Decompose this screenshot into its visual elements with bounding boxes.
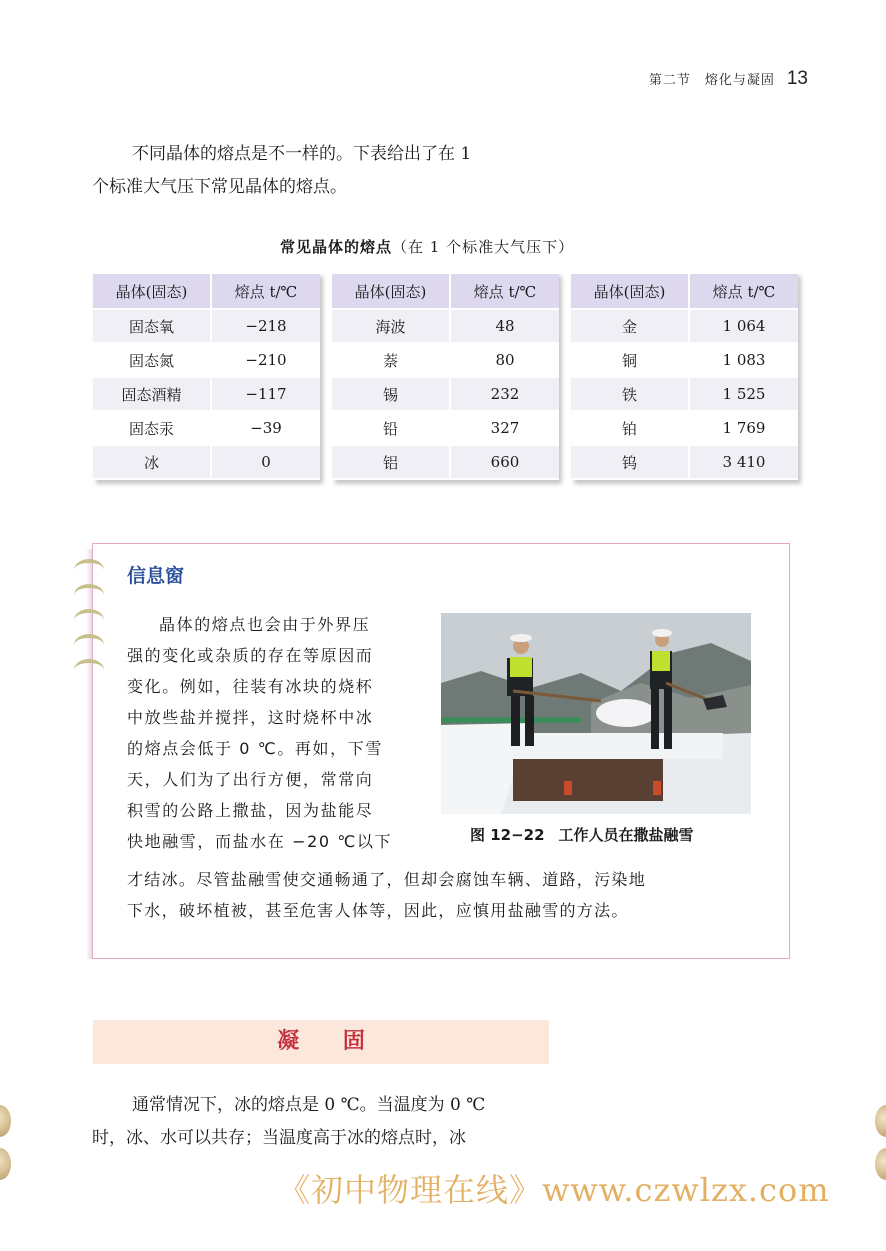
figure-caption <box>470 824 694 845</box>
table-row <box>332 378 559 410</box>
melting-point: −117 <box>212 378 320 410</box>
table-row <box>571 378 798 410</box>
page-edge-tab-icon <box>875 1148 886 1180</box>
header-melting-point: 熔点 t/℃ <box>690 274 798 308</box>
info-line: 才结冰。尽管盐融雪使交通畅通了，但却会腐蚀车辆、道路，污染地 <box>127 870 647 889</box>
crystal-name: 固态汞 <box>93 412 212 444</box>
crystal-name: 固态酒精 <box>93 378 212 410</box>
salting-road-photo <box>441 613 751 814</box>
crystal-name: 钨 <box>571 446 690 478</box>
table-group-3 <box>571 272 798 480</box>
crystal-name: 铅 <box>332 412 451 444</box>
binder-rings-icon <box>74 559 104 684</box>
page-number: 13 <box>786 68 808 89</box>
info-line: 积雪的公路上撒盐，因为盐能尽 <box>127 801 374 820</box>
body-paragraph <box>92 1089 552 1155</box>
melting-point: −39 <box>250 419 282 437</box>
intro-paragraph <box>92 138 552 204</box>
table-row <box>571 344 798 376</box>
table-row <box>93 378 320 410</box>
table-row <box>93 310 320 342</box>
table-row <box>571 446 798 478</box>
melting-point: 0 <box>212 446 320 478</box>
crystal-name: 海波 <box>332 310 451 342</box>
section-heading: 凝 固 <box>277 1029 383 1054</box>
melting-point: 1 525 <box>690 378 798 410</box>
crystal-name: 萘 <box>332 344 451 376</box>
melting-point: 3 410 <box>690 446 798 478</box>
info-box-text <box>127 609 417 857</box>
body-line-1: 通常情况下，冰的熔点是 0 ℃。当温度为 0 ℃ <box>132 1095 486 1115</box>
body-line-2: 时，冰、水可以共存；当温度高于冰的熔点时，冰 <box>92 1128 466 1148</box>
melting-point: −210 <box>245 351 287 369</box>
melting-point: 232 <box>451 378 559 410</box>
table-row <box>332 412 559 444</box>
melting-point: 48 <box>451 310 559 342</box>
page-edge-tab-icon <box>0 1105 11 1137</box>
info-line: 下水，破坏植被，甚至危害人体等，因此，应慎用盐融雪的方法。 <box>127 901 629 920</box>
melting-point: −218 <box>212 310 320 342</box>
melting-point: 1 769 <box>722 419 766 437</box>
crystal-name: 铜 <box>571 344 690 376</box>
melting-point: 1 083 <box>722 351 766 369</box>
melting-point: 80 <box>495 351 515 369</box>
figure-number: 图 12−22 <box>470 826 545 844</box>
table-row <box>571 310 798 342</box>
crystal-name: 冰 <box>93 446 212 478</box>
crystal-name: 铂 <box>571 412 690 444</box>
figure-caption-text: 工作人员在撒盐融雪 <box>558 826 694 844</box>
table-row <box>332 344 559 376</box>
header-melting-point: 熔点 t/℃ <box>212 274 320 308</box>
header-crystal: 晶体(固态) <box>332 274 451 308</box>
info-line: 强的变化或杂质的存在等原因而 <box>127 646 374 665</box>
intro-line-2: 个标准大气压下常见晶体的熔点。 <box>92 177 347 197</box>
info-line: 快地融雪，而盐水在 −20 ℃以下 <box>127 832 393 851</box>
table-row <box>93 412 320 444</box>
section-header: 第二节 熔化与凝固 <box>648 73 775 88</box>
info-line: 中放些盐并搅拌，这时烧杯中冰 <box>127 708 374 727</box>
intro-line-1: 不同晶体的熔点是不一样的。下表给出了在 1 <box>132 144 472 164</box>
crystal-name: 铝 <box>332 446 451 478</box>
table-caption <box>280 236 574 257</box>
page-edge-tab-icon <box>875 1105 886 1137</box>
info-box-tail <box>127 864 767 926</box>
table-group-2 <box>332 272 559 480</box>
table-group-1 <box>93 272 320 480</box>
crystal-name: 固态氧 <box>93 310 212 342</box>
crystal-name: 锡 <box>332 378 451 410</box>
section-heading-bar <box>93 1020 549 1064</box>
header-crystal: 晶体(固态) <box>571 274 690 308</box>
melting-point: 327 <box>490 419 520 437</box>
crystal-name: 固态氮 <box>93 344 212 376</box>
running-header <box>649 68 808 90</box>
table-row <box>332 310 559 342</box>
watermark-text: 《初中物理在线》www.czwlzx.com <box>278 1171 830 1209</box>
info-line: 晶体的熔点也会由于外界压 <box>159 615 371 634</box>
table-caption-title: 常见晶体的熔点 <box>280 238 393 256</box>
table-row <box>571 412 798 444</box>
header-melting-point: 熔点 t/℃ <box>451 274 559 308</box>
table-caption-sub: （在 1 个标准大气压下） <box>392 238 575 256</box>
crystal-name: 金 <box>571 310 690 342</box>
table-row <box>93 344 320 376</box>
info-line: 变化。例如，往装有冰块的烧杯 <box>127 677 374 696</box>
crystal-name: 铁 <box>571 378 690 410</box>
header-crystal: 晶体(固态) <box>93 274 212 308</box>
page-edge-tab-icon <box>0 1148 11 1180</box>
info-line: 天，人们为了出行方便，常常向 <box>127 770 374 789</box>
table-row <box>332 446 559 478</box>
melting-point-table <box>93 272 798 480</box>
table-row <box>93 446 320 478</box>
info-line: 的熔点会低于 0 ℃。再如，下雪 <box>127 739 383 758</box>
melting-point: 1 064 <box>690 310 798 342</box>
melting-point: 660 <box>451 446 559 478</box>
info-box-title: 信息窗 <box>127 565 185 587</box>
